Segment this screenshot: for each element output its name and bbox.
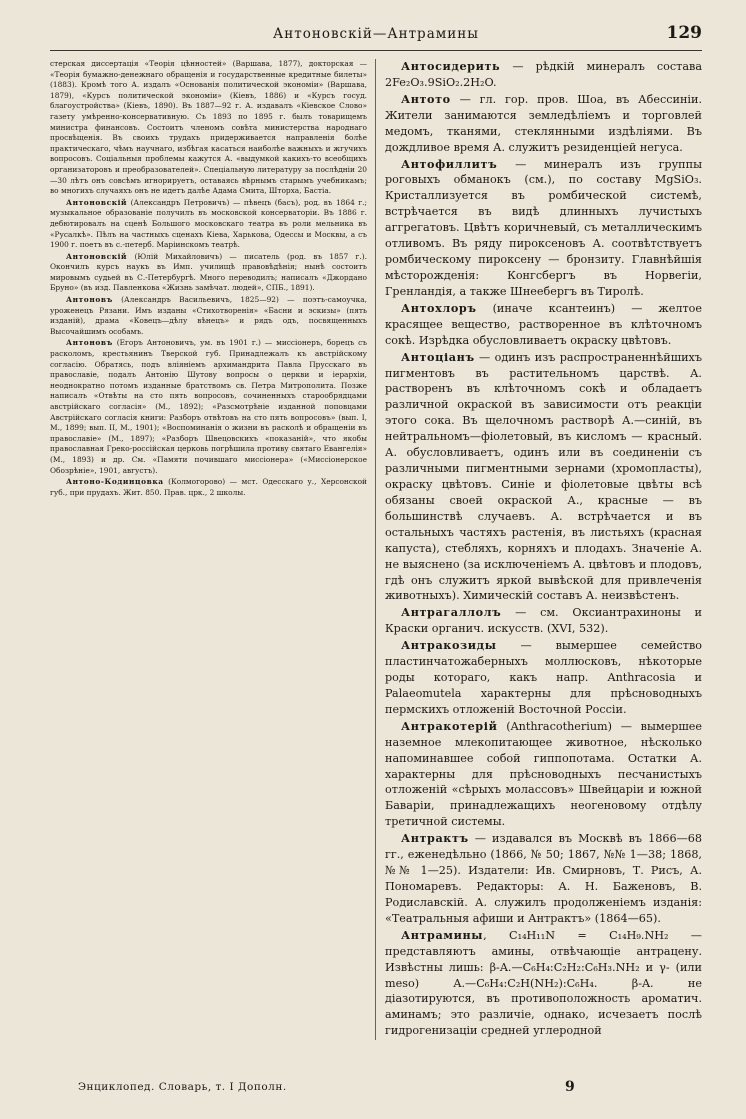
entry-body: — одинъ изъ распространеннѣйшихъ пигментовъ въ растительномъ царствѣ. А. растворенъ въ клѣточномъ сокѣ и обладаетъ различной окраской въ зависимости отъ реакціи этого сока. Въ щелочномъ растворѣ А.—синій, въ нейтральномъ—фіолетовый, въ кисломъ — красный. А. обусловливаетъ, одинъ или въ соединеніи съ различными пигментными зернами (хромопласты), окраску цвѣтовъ. Синіе и фіолетовые цвѣты всѣ обязаны своей окраской А., красные — въ большинствѣ случаевъ. А. встрѣчается и въ остальныхъ частяхъ растенія, въ листьяхъ (красная капуста), стебляхъ, корняхъ и плодахъ. Значеніе А. не выяснено (за исключеніемъ А. цвѣтовъ и плодовъ, гдѣ онъ служитъ яркой вывѣской для привлеченія животныхъ). Химическій составъ А. неизвѣстенъ. [385, 350, 702, 603]
entry-headword: Антоновъ [66, 338, 113, 348]
entry-headword: Антоновъ [66, 295, 113, 305]
entry-headword: Антохлоръ [401, 300, 477, 315]
entry [50, 59, 367, 197]
entry-body: (Колмогорово) — мст. Одесскаго у., Херсонской губ., при прудахъ. Жит. 850. Прав. црк., 2 школы. [50, 477, 367, 497]
entry-headword: Антоновскій [66, 251, 128, 261]
entry [50, 198, 367, 251]
entry-headword: Антото [401, 91, 451, 106]
entry [50, 295, 367, 337]
entry-headword: Антоновскій [66, 197, 128, 207]
page-footer [50, 1079, 702, 1099]
right-column [385, 59, 702, 1040]
entry [385, 605, 702, 637]
entry-body: — рѣдкій минералъ состава 2Fe₂O₃.9SiO₂.2H₂O. [385, 60, 702, 89]
entry-body: (Юлій Михайловичъ) — писатель (род. въ 1857 г.). Окончилъ курсъ наукъ въ Имп. училищѣ правовѣдѣнія; нынѣ состоитъ мировымъ судьей въ С.-Петербургѣ. Много переводилъ; написалъ «Джордано Бруно» (въ изд. Павленкова «Жизнь замѣчат. людей», СПБ., 1891). [50, 251, 367, 293]
page-header [50, 22, 702, 51]
entry [385, 59, 702, 91]
entry-headword: Антрактъ [401, 831, 469, 846]
entry [385, 831, 702, 927]
page-number: 129 [666, 23, 702, 43]
entry-body: — вымершее семейство пластинчатожаберныхъ моллюсковъ, нѣкоторые роды котораго, какъ напр. Anthracosia и Palaeomutela характерны для прѣсноводныхъ пермскихъ отложеній Восточной Россіи. [385, 639, 702, 716]
entry [50, 477, 367, 498]
entry-body: — минералъ изъ группы роговыхъ обманокъ (см.), по составу MgSiO₃. Кристаллизуется въ ромбической системѣ, встрѣчается въ видѣ длинныхъ лучистыхъ аггрегатовъ. Цвѣтъ коричневый, съ металлическимъ отливомъ. Въ ряду пироксеновъ А. соотвѣтствуетъ ромбическому пироксену — бронзиту. Главнѣйшія мѣсторожденія: Конгсбергъ въ Норвегіи, Гренландія, а также Шнеебергъ въ Тиролѣ. [385, 157, 702, 298]
entry-body: , C₁₄H₁₁N = C₁₄H₉.NH₂ — представляютъ амины, отвѣчающіе антрацену. Извѣстны лишь: β-A.—C₆H₄:C₂H₂:C₆H₃.NH₂ и γ- (или meso) A.—C₆H₄:C₂H(NH₂):C₆H₄. β-A. не діазотируются, въ противоположность ароматич. аминамъ; это различіе, однако, исчезаетъ послѣ гидрогенизаціи средней углеродной [385, 928, 702, 1038]
entry-body: стерская диссертація «Теорія цѣнностей» (Варшава, 1877), докторская — «Теорія бумажно-денежнаго обращенія и государственные кредитные билеты» (1883). Кромѣ того А. издалъ «Основанія политической экономіи» (Варшава, 1879), «Курсъ политической экономіи» (Кіевъ, 1886) и «Курсъ госуд. благоустройства» (Кіевъ, 1890). Въ 1887—92 г. А. издавалъ «Кіевское Слово» газету умѣренно-консервативную. Съ 1893 по 1895 г. былъ товарищемъ министра финансовъ. Состоитъ членомъ совѣта министерства народнаго просвѣщенія. Въ своихъ трудахъ придерживается направленія болѣе практическаго, чѣмъ научнаго, избѣгая касаться наиболѣе важныхъ и жгучихъ вопросовъ. Соціальныя проблемы кажутся А. «выдумкой какихъ-то всеобщихъ организаторовъ и преобразователей». Спеціальную литературу за послѣдніи 20—30 лѣтъ онъ совсѣмъ игнорируетъ, оставаясь вѣрнымъ старымъ учебникамъ; во многихъ случаяхъ онъ не идетъ далѣе Адама Смита, Шторха, Бастіа. [50, 59, 367, 196]
left-column [50, 59, 376, 1040]
entry-body: (Александръ Петровичъ) — пѣвецъ (басъ), род. въ 1864 г.; музыкальное образованіе получилъ въ московской консерваторіи. Въ 1886 г. дебютировалъ на сценѣ Большого московскаго театра въ роли мельника въ «Русалкѣ». Пѣлъ на частныхъ сценахъ Кіева, Харькова, Одессы и Москвы, а съ 1900 г. поетъ въ с.-петерб. Маріинскомъ театрѣ. [50, 197, 367, 250]
entry-body: (иначе ксантеинъ) — желтое красящее вещество, растворенное въ клѣточномъ сокѣ. Изрѣдка обусловливаетъ окраску цвѣтовъ. [385, 301, 702, 347]
entry-headword: Антракозиды [401, 638, 497, 653]
running-head: Антоновскій—Антрамины [273, 26, 479, 42]
entry [385, 638, 702, 718]
entry [385, 157, 702, 300]
entry-body: — издавался въ Москвѣ въ 1866—68 гг., еженедѣльно (1866, № 50; 1867, №№ 1—38; 1868, №№ 1—25). Издатели: Ив. Смирновъ, Т. Рисъ, А. Пономаревъ. Редакторы: А. Н. Баженовъ, В. Родиславскій. А. служилъ продолженіемъ изданія: «Театральныя афиши и Антрактъ» (1864—65). [385, 832, 702, 925]
entry [50, 252, 367, 294]
entry-body: (Александръ Васильевичъ, 1825—92) — поэтъ-самоучка, уроженецъ Рязани. Имъ изданы «Стихотворенія» «Басни и эскизы» (пять изданій), драма «Ковецъ—дѣлу вѣнецъ» и рядъ одъ, посвященныхъ Высочайшимъ особамъ. [50, 295, 367, 336]
entry-body: — см. Оксиантрахиноны и Краски органич. искусств. (XVI, 532). [385, 606, 702, 636]
entry-headword: Антосидерить [401, 59, 501, 73]
entry [50, 338, 367, 476]
entry-body: — гл. гор. пров. Шоа, въ Абессиніи. Жители занимаются земледѣліемъ и торговлей медомъ, тканями, стеклянными издѣліями. Въ дождливое время А. служитъ резиденціей негуса. [385, 92, 702, 154]
entry [385, 350, 702, 605]
entry [385, 92, 702, 156]
entry-headword: Антракотерій [401, 718, 498, 733]
entry-body: (Егоръ Антоновичъ, ум. въ 1901 г.) — миссіонеръ, борецъ съ расколомъ, крестьянинъ Тверской губ. Принадлежалъ къ австрійскому согласію. Обратясь, подъ вліяніемъ архимандрита Павла Прусскаго въ православіе, подалъ Антонію Шутову вопросы о церкви и іерархіи, неоднократно потомъ изданные братствомъ св. Петра Митрополита. Позже написалъ «Отвѣты на сто пять вопросовъ, сочиненныхъ старообрядцами австрійскаго согласія» (М., 1892); «Разсмотрѣніе изданной поповцами Австрійскаго согласія книги: Разборъ отвѣтовъ на сто пять вопросовъ» (вып. I, М., 1899; вып. II, М., 1901); «Воспоминанія о жизни въ расколѣ и обращеніи въ православіе» (М., 1897); «Разборъ Швецовскихъ «показаній», что якобы православная Греко-россійская церковь погрѣшила противу святаго Евангелія» (М., 1893) и др. См. «Памяти почившаго миссіонера» («Миссіонерское Обозрѣніе», 1901, августъ). [50, 338, 367, 475]
signature-line: Энциклопед. Словарь, т. I Дополн. [78, 1081, 287, 1093]
entry-headword: Антрамины [401, 927, 484, 942]
entry-headword: Антофиллитъ [401, 156, 498, 171]
text-columns [50, 59, 702, 1040]
entry [385, 719, 702, 830]
entry [385, 301, 702, 349]
entry-headword: Антоціанъ [401, 349, 475, 364]
entry-body: (Anthracotherium) — вымершее наземное млекопитающее животное, нѣсколько напоминавшее собой гиппопотама. Остатки А. характерны для прѣсноводныхъ песчанистыхъ отложеній «сѣрыхъ молассовъ» Швейцаріи и южной Баваріи, принадлежащихъ неогеновому отдѣлу третичной системы. [385, 719, 702, 829]
entry-headword: Антрагаллолъ [401, 605, 502, 620]
entry [385, 928, 702, 1039]
signature-number: 9 [565, 1079, 575, 1095]
entry-headword: Антоно-Кодинцовка [66, 477, 164, 487]
